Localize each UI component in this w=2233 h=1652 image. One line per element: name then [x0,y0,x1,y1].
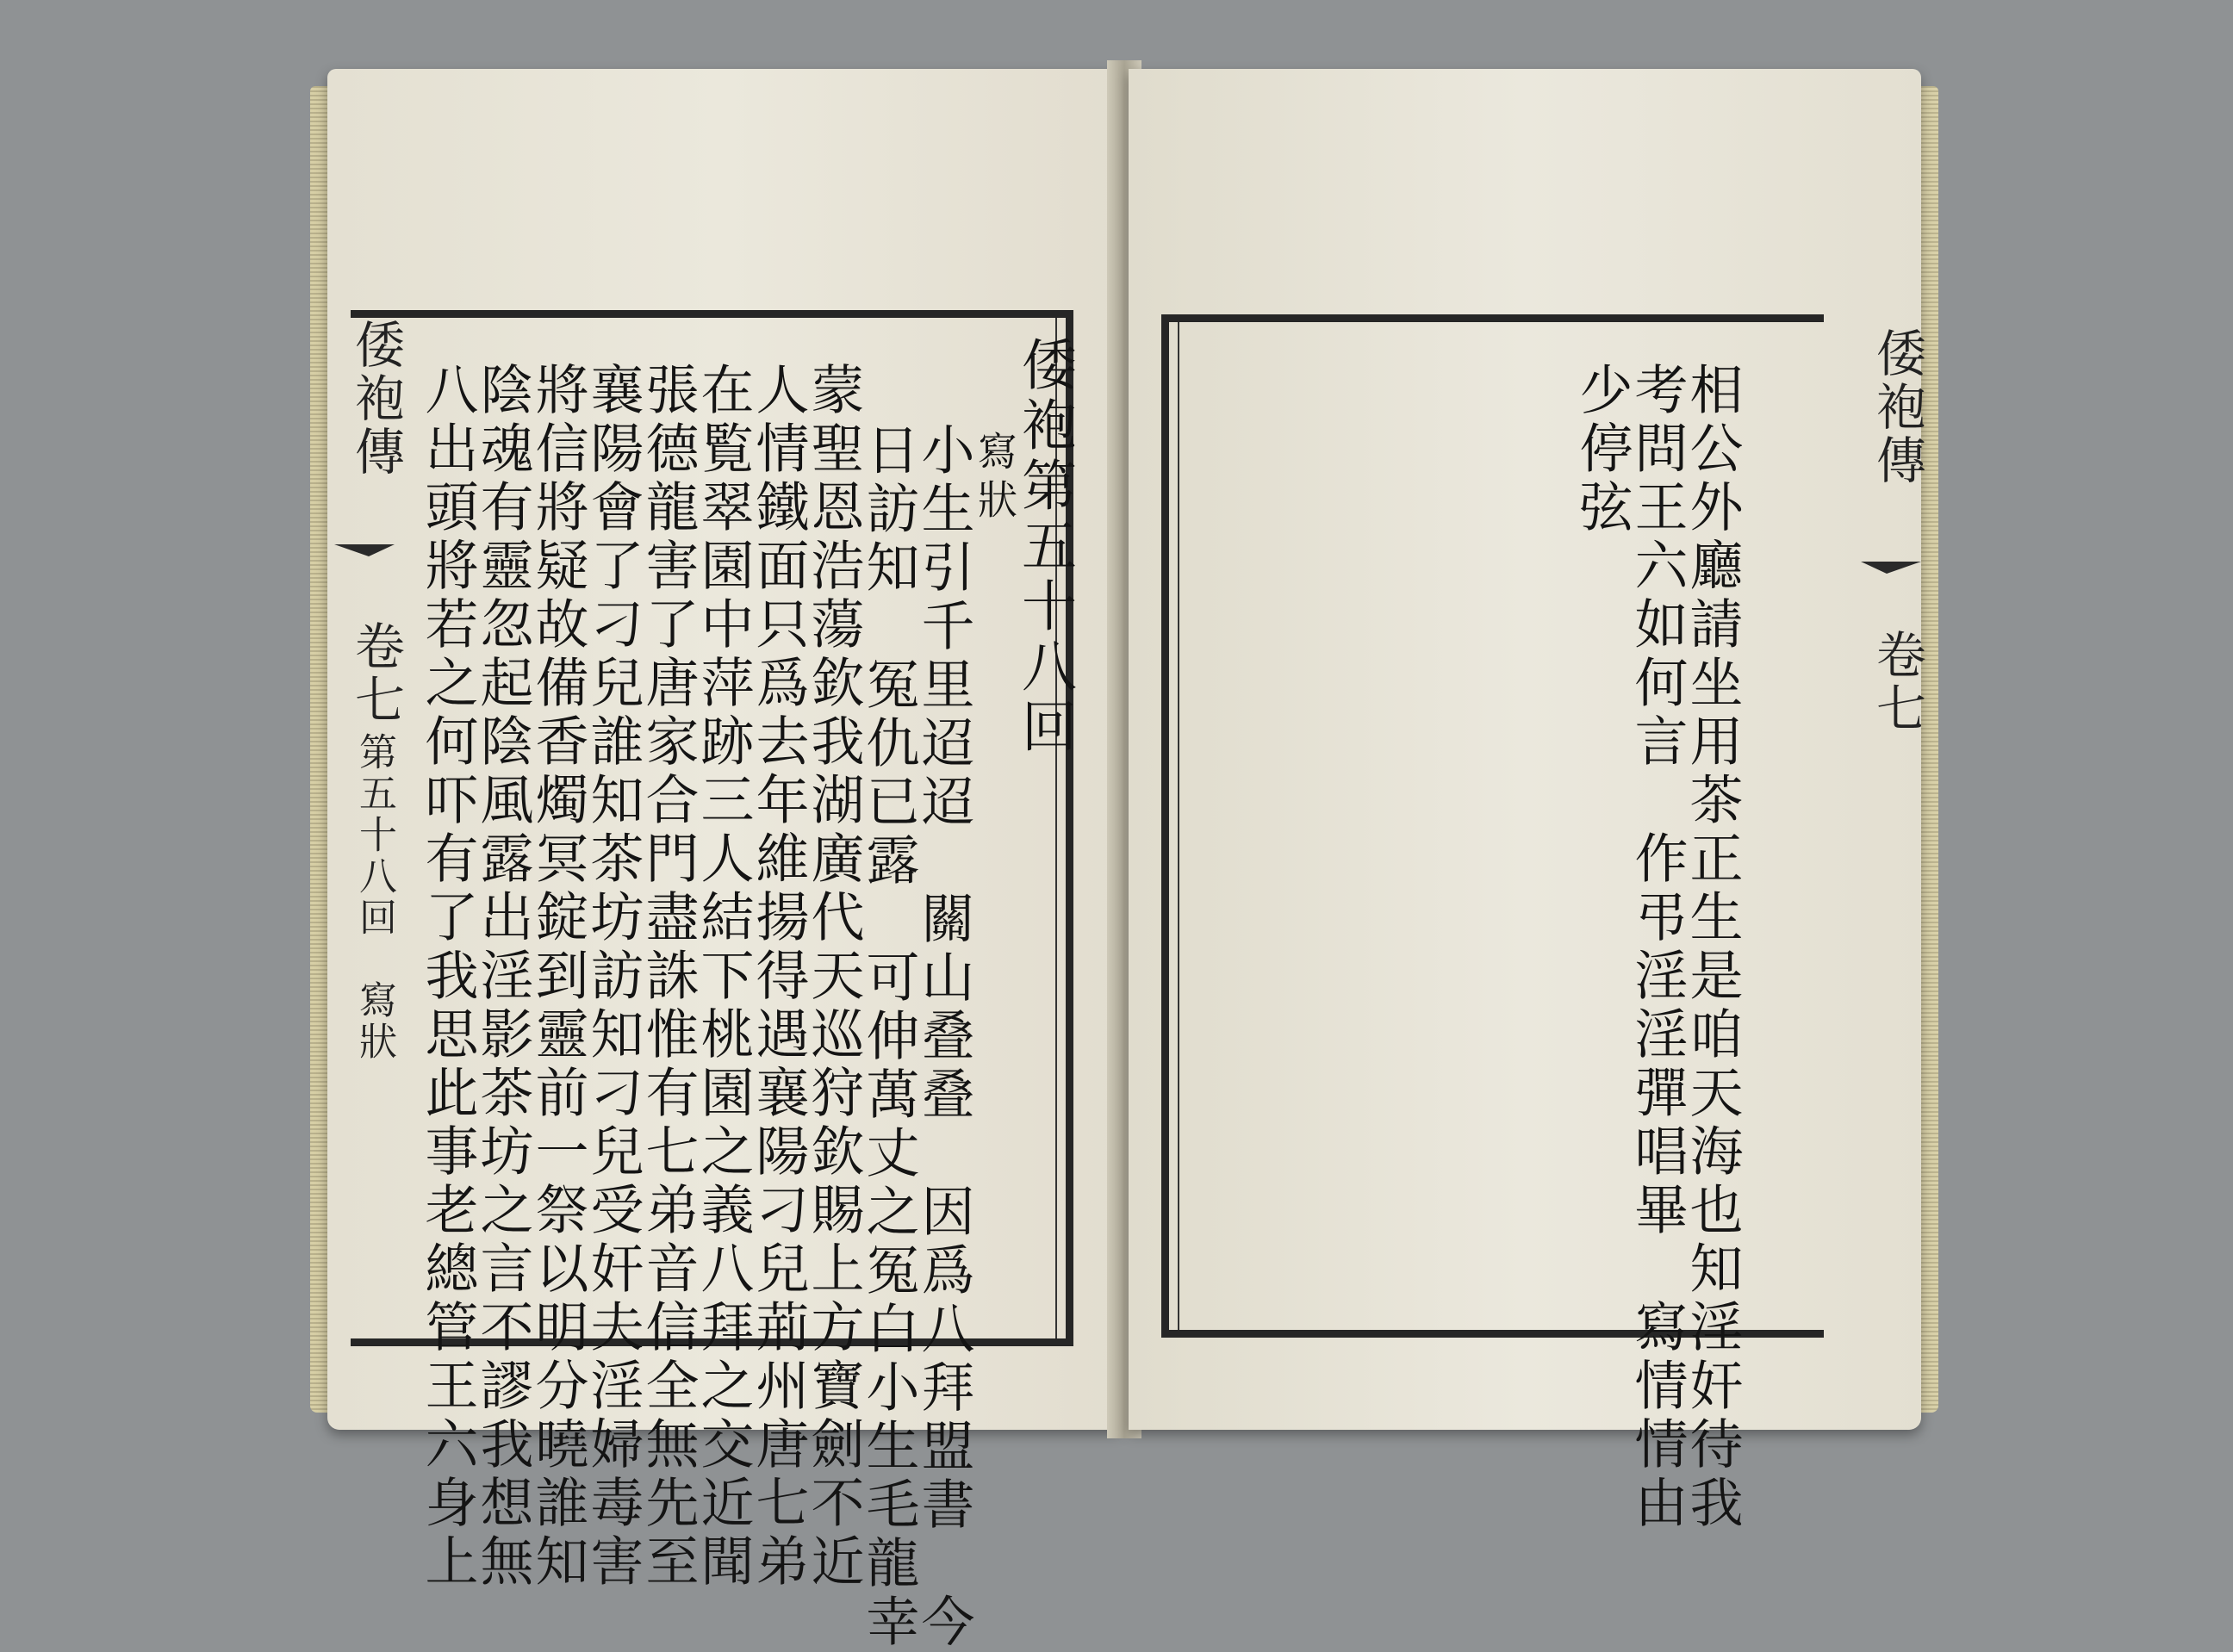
banxin-volume-right: 卷七 [1868,629,1926,736]
text-column: 將信將疑故備香燭冥錠到靈前一祭以明分曉誰知 [526,362,589,1592]
text-column: 日訪知 冤仇已露 可伸萬丈之冤白小生毛龍幸 [857,422,920,1652]
left-page [327,69,1120,1652]
text-column: 八出頭將若之何吓有了我思此事老總管王六身上 [416,362,479,1592]
text-column: 陰魂有靈忽起陰風露出淫影茶坊之言不謬我想無 [471,362,534,1592]
text-column: 少停弦 [1571,362,1633,537]
chapter-title: 倭袍第五十八回 [1012,336,1076,758]
text-column: 蒙聖恩浩蕩欽我湖廣代天巡狩欽賜上方寶劍不近 [802,362,865,1592]
banxin-title: 倭袍傳 [346,319,405,479]
text-column: 在覧翠園中萍跡三人結下桃園之義八拜之交近聞 [692,362,755,1592]
banxin-title-right: 倭袍傳 [1868,327,1926,488]
text-column: 考問王六如何言 作弔淫淫彈唱畢 寫情情由 [1626,362,1689,1533]
text-column: 相公外廳請坐用茶正生是咱天海也知淫奸待我 [1681,362,1744,1533]
text-column: 張德龍害了唐家合門盡誅惟有七弟音信全無先至 [637,362,700,1592]
banxin-chapter: 第五十八回 寫狀 [352,732,396,1063]
text-column: 小生引千里迢迢 關山叠叠 因爲八拜盟書 今 [912,422,975,1652]
text-column: 人情鐵面只爲去年維揚得遇襄陽刁兒荊州唐七弟 [747,362,810,1592]
text-column: 襄陽會了刁兒誰知茶坊訪知刁兒受奸夫淫婦毒害 [582,362,644,1592]
section-label: 寫狀 [972,431,1018,527]
fish-tail-mark-right [1861,560,1921,575]
open-book [327,52,1930,1652]
banxin-volume: 卷七 [346,620,405,727]
right-page [1129,69,1926,1533]
